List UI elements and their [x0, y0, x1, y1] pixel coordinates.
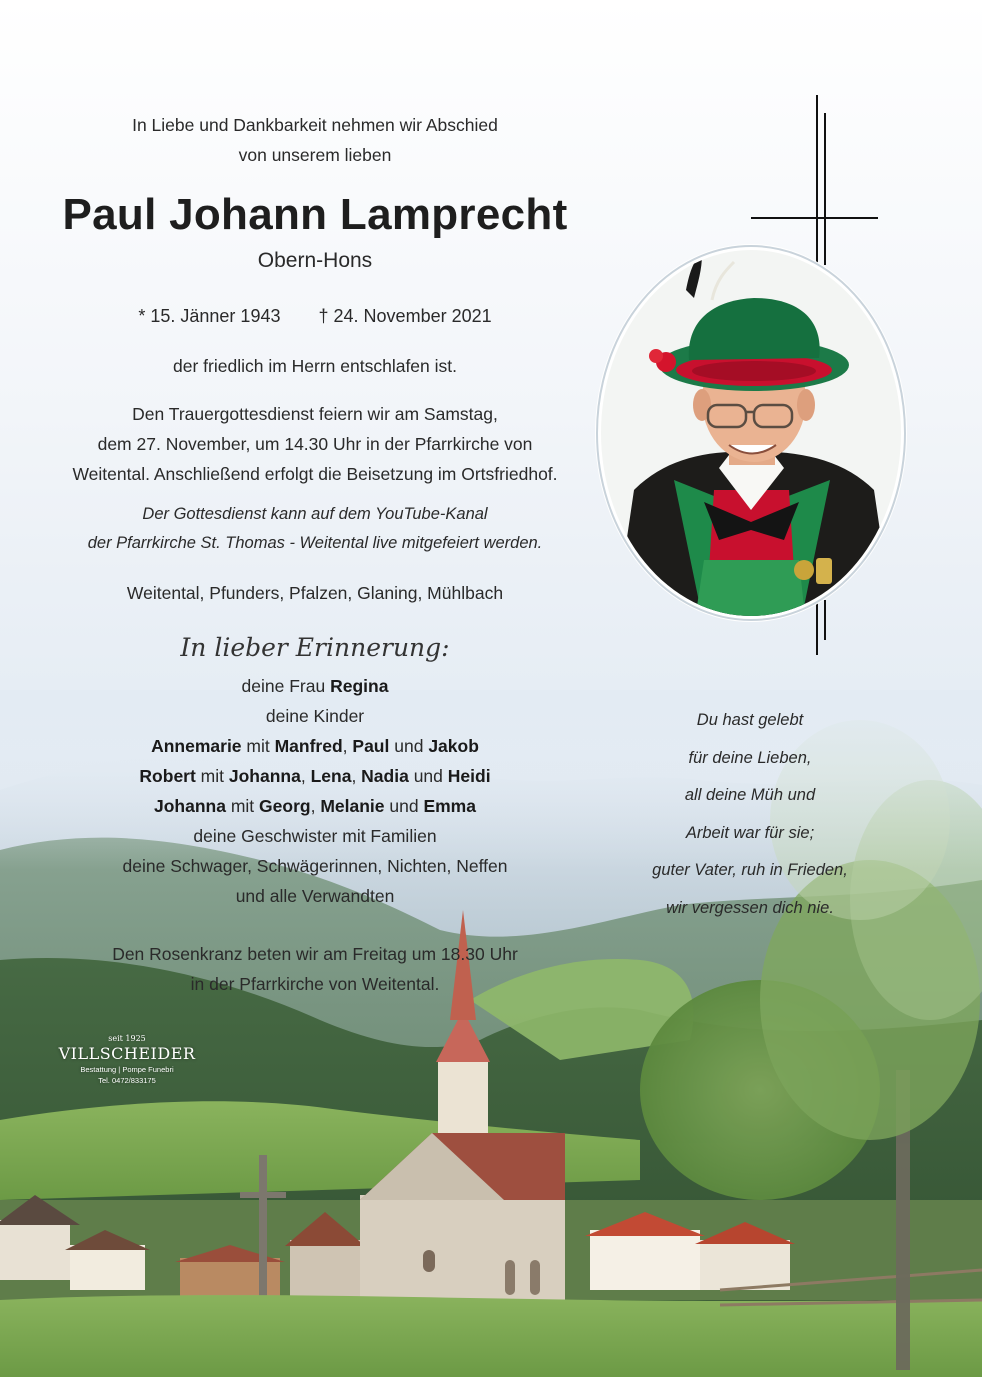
rosary-line: Den Rosenkranz beten wir am Freitag um 18.30 Uhr	[112, 944, 518, 964]
death-date: † 24. November 2021	[318, 306, 492, 326]
wife-prefix: deine Frau	[241, 676, 331, 696]
portrait-photo	[594, 240, 908, 626]
logo-brand: VILLSCHEIDER	[58, 1044, 196, 1063]
family-row-2: Robert mit Johanna, Lena, Nadia und Heidi	[139, 766, 491, 786]
rosary-text	[0, 939, 630, 999]
service-line: dem 27. November, um 14.30 Uhr in der Pfarrkirche von	[97, 434, 533, 454]
places-text	[0, 578, 630, 608]
poem-line: Arbeit war für sie;	[685, 823, 815, 842]
rosary-line: in der Pfarrkirche von Weitental.	[190, 974, 440, 994]
livestream-line: der Pfarrkirche St. Thomas - Weitental live mitgefeiert werden.	[87, 534, 543, 552]
places-line: Weitental, Pfunders, Pfalzen, Glaning, Mühlbach	[126, 583, 504, 603]
children-label: deine Kinder	[265, 706, 365, 726]
intro-line: von unserem lieben	[238, 145, 392, 165]
deceased-name: Paul Johann Lamprecht	[62, 190, 568, 239]
service-line: Weitental. Anschließend erfolgt die Beisetzung im Ortsfriedhof.	[72, 464, 558, 484]
inlaws-line: deine Schwager, Schwägerinnen, Nichten, Neffen	[122, 856, 508, 876]
poem	[620, 702, 880, 928]
poem-line: für deine Lieben,	[688, 748, 812, 767]
intro-text	[0, 110, 630, 170]
passed-text	[0, 351, 630, 381]
service-line: Den Trauergottesdienst feiern wir am Samstag,	[132, 404, 498, 424]
poem-line: Du hast gelebt	[696, 711, 804, 729]
logo-tagline: Bestattung | Pompe Funebri	[80, 1065, 174, 1074]
siblings-line: deine Geschwister mit Familien	[193, 826, 437, 846]
farm-name: Obern-Hons	[257, 249, 373, 272]
funeral-home-logo	[52, 1033, 202, 1086]
memory-heading: In lieber Erinnerung:	[180, 633, 450, 662]
poem-line: guter Vater, ruh in Frieden,	[652, 861, 848, 880]
poem-line: wir vergessen dich nie.	[666, 898, 834, 917]
logo-phone: Tel. 0472/833175	[98, 1076, 156, 1085]
livestream-line: Der Gottesdienst kann auf dem YouTube-Kanal	[142, 505, 488, 523]
logo-since: seit 1925	[108, 1034, 146, 1043]
family-row-1: Annemarie mit Manfred, Paul und Jakob	[151, 736, 479, 756]
service-text	[0, 399, 630, 489]
wife-name: Regina	[330, 676, 389, 696]
life-dates	[0, 301, 630, 331]
family-row-3: Johanna mit Georg, Melanie und Emma	[154, 796, 476, 816]
relatives-line: und alle Verwandten	[235, 886, 395, 906]
passed-line: der friedlich im Herrn entschlafen ist.	[173, 356, 457, 376]
poem-line: all deine Müh und	[684, 786, 816, 805]
intro-line: In Liebe und Dankbarkeit nehmen wir Abschied	[132, 115, 498, 135]
livestream-note	[0, 500, 630, 558]
birth-date: * 15. Jänner 1943	[138, 306, 281, 326]
family-list	[0, 671, 630, 911]
